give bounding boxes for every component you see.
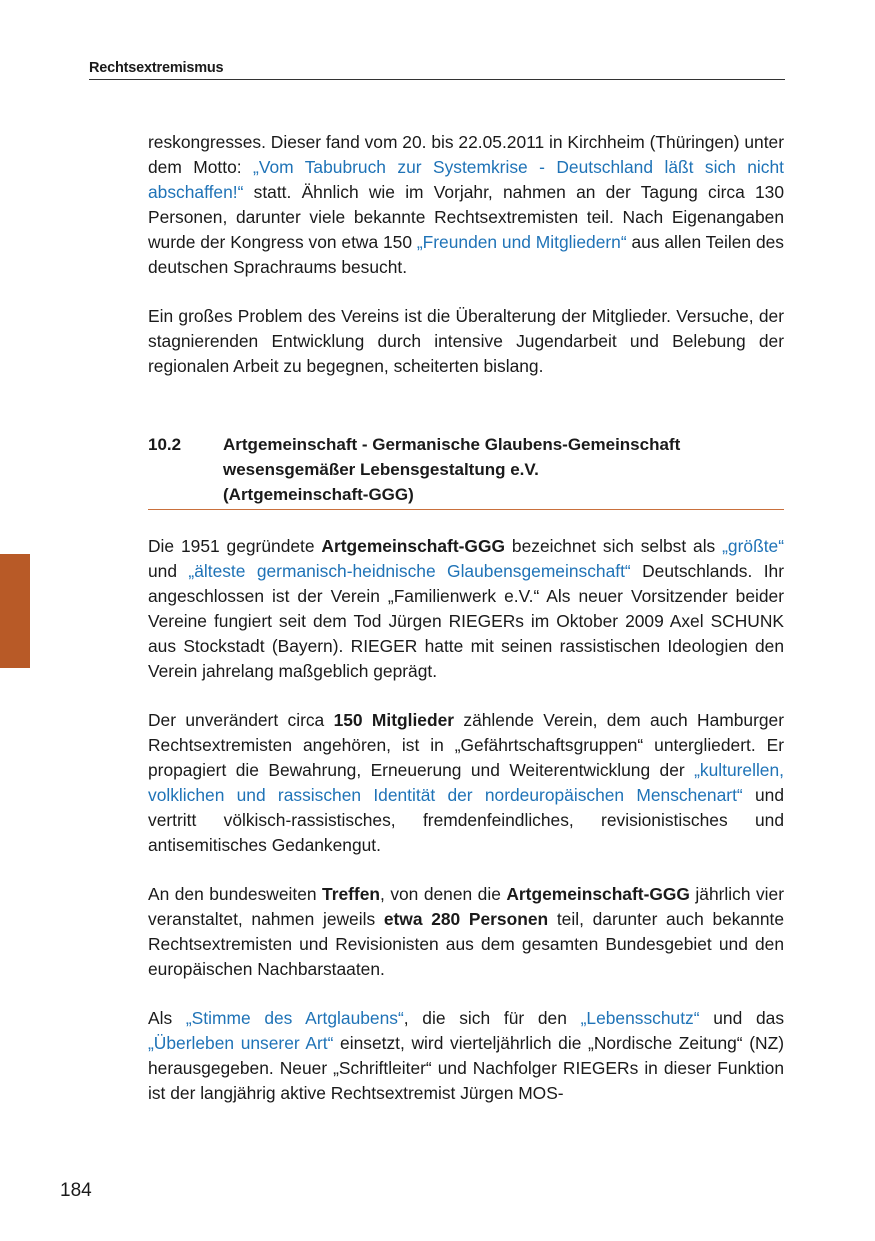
- quote-voice: „Stimme des Artglaubens“: [185, 1008, 404, 1028]
- quote-identity: „kulturellen, volklichen und rassischen Identität der nordeuropäischen Menschenart“: [148, 760, 784, 805]
- paragraph-members: Der unverändert circa 150 Mitglieder zählende Verein, dem auch Hamburger Rechtsextremisten angehören, ist in „Gefährtschaftsgruppen“ untergliedert. Er propagiert die Bewahrung, Erneuerung und Weiterentwicklung der „kulturellen, volklichen und rassischen Identität der nordeuropäischen Menschenart“ und vertritt völkisch-rassistisches, fremdenfeindliches, revisionistisches und antisemitisches Gedankengut.: [148, 710, 784, 855]
- running-header: Rechtsextremismus: [89, 60, 785, 80]
- section-number: 10.2: [148, 435, 182, 454]
- quote-friends: „Freunden und Mitgliedern“: [416, 232, 627, 252]
- quote-survival: „Überleben unserer Art“: [148, 1033, 334, 1053]
- page-body: [148, 130, 784, 1130]
- paragraph-founding: Die 1951 gegründete Artgemeinschaft-GGG bezeichnet sich selbst als „größte“ und „älteste germanisch-heidnische Glaubensgemeinschaft“ Deutschlands. Ihr angeschlossen ist der Verein „Familienwerk e.V.“ Als neuer Vorsitzender beider Vereine fungiert seit dem Tod Jürgen RIEGERs im Oktober 2009 Axel SCHUNK aus Stockstadt (Bayern). RIEGER hatte mit seinen rassistischen Ideologien den Verein jahrelang maßgeblich geprägt.: [148, 536, 784, 681]
- paragraph-ageing: Ein großes Problem des Vereins ist die Überalterung der Mitglieder. Versuche, der stagnierenden Entwicklung durch intensive Jugendarbeit und Belebung der regionalen Arbeit zu begegnen, scheiterten bislang.: [148, 306, 784, 376]
- quote-protection: „Lebensschutz“: [580, 1008, 700, 1028]
- quote-largest: „größte“: [722, 536, 784, 556]
- chapter-tab-marker: [0, 554, 30, 668]
- quote-oldest: „älteste germanisch-heidnische Glaubensgemeinschaft“: [188, 561, 631, 581]
- section-heading: [148, 432, 784, 510]
- paragraph-newspaper: Als „Stimme des Artglaubens“, die sich für den „Lebensschutz“ und das „Überleben unserer Art“ einsetzt, wird vierteljährlich die „Nordische Zeitung“ (NZ) herausgegeben. Neuer „Schriftleiter“ und Nachfolger RIEGERs in dieser Funktion ist der langjährig aktive Rechtsextremist Jürgen MOS-: [148, 1008, 785, 1103]
- page-number: 184: [60, 1180, 92, 1201]
- section-title: Artgemeinschaft - Germanische Glaubens-Gemeinschaft wesensgemäßer Lebensgestaltung e.V. (Artgemeinschaft-GGG): [223, 435, 681, 504]
- paragraph-meetings: An den bundesweiten Treffen, von denen die Artgemeinschaft-GGG jährlich vier veranstaltet, nahmen jeweils etwa 280 Personen teil, darunter auch bekannte Rechtsextremisten und Revisionisten aus dem gesamten Bundesgebiet und den europäischen Nachbarstaaten.: [148, 884, 785, 979]
- quote-motto: „Vom Tabubruch zur Systemkrise - Deutschland läßt sich nicht abschaffen!“: [148, 157, 784, 202]
- paragraph-congress: reskongresses. Dieser fand vom 20. bis 22.05.2011 in Kirchheim (Thüringen) unter dem Motto: „Vom Tabubruch zur Systemkrise - Deutschland läßt sich nicht abschaffen!“ statt. Ähnlich wie im Vorjahr, nahmen an der Tagung circa 130 Personen, darunter viele bekannte Rechtsextremisten teil. Nach Eigenangaben wurde der Kongress von etwa 150 „Freunden und Mitgliedern“ aus allen Teilen des deutschen Sprachraums besucht.: [148, 132, 784, 277]
